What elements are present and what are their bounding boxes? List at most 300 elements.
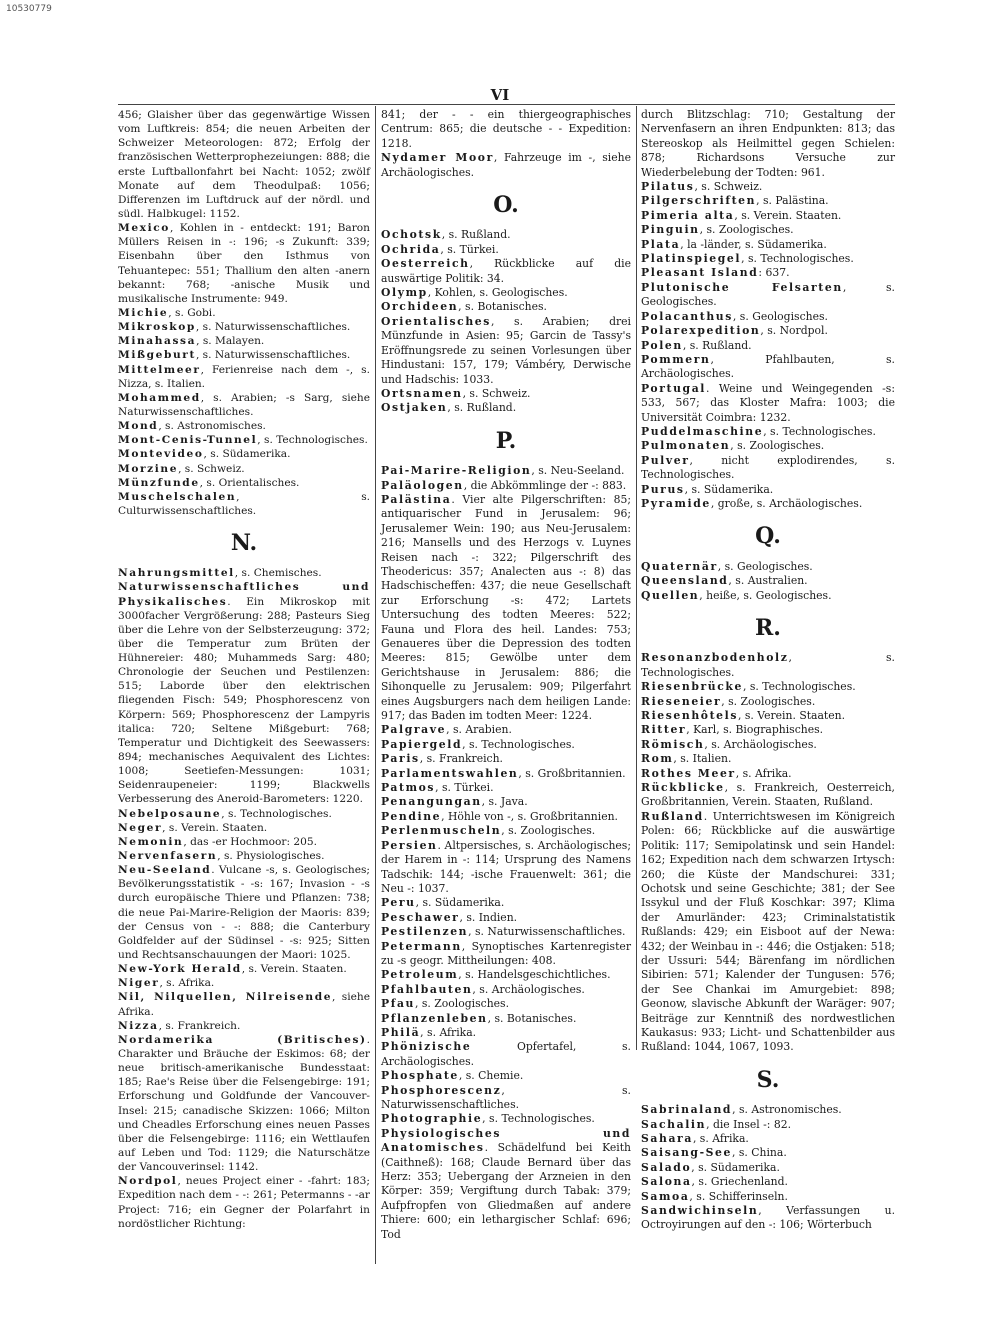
entry-text: , s. Naturwissenschaftliches. bbox=[381, 1083, 631, 1111]
index-entry bbox=[641, 310, 895, 324]
entry-text: . Charakter und Bräuche der Eskimos: 68; der neue britisch-amerikanische Bundesstaat: 185; Rae's Reise über die Felsengebirge: 191; Erforschung und Goldfunde der Vancouver-Insel: 215; canadische Skizzen: 1066; Milton und Cheadles Erforschung eines neuen Passes über die Felsengebirge: 1116; ein Wettlaufen auf Leben und Tod: 1129; die Naturschätze der Vancouverinsel: 1142. bbox=[118, 1033, 370, 1174]
entry-headword: Pilatus bbox=[641, 180, 695, 194]
entry-text: , s. Verein. Staaten. bbox=[241, 963, 347, 976]
index-entry bbox=[641, 483, 895, 497]
page-number: VI bbox=[490, 86, 510, 104]
section-letter-heading: R. bbox=[755, 615, 781, 641]
entry-text: , s. Naturwissenschaftliches. bbox=[468, 925, 626, 939]
index-entry bbox=[641, 589, 895, 603]
entry-headword: Papiergeld bbox=[381, 737, 463, 751]
entry-headword: Pyramide bbox=[641, 496, 711, 510]
index-entry bbox=[118, 419, 370, 433]
entry-headword: Salona bbox=[641, 1175, 692, 1189]
entry-text: , die Insel -: 82. bbox=[706, 1117, 792, 1131]
entry-headword: Salado bbox=[641, 1160, 692, 1174]
index-entry bbox=[381, 738, 631, 752]
index-entry bbox=[118, 1019, 370, 1033]
entry-text: , s. Technologisches. bbox=[641, 651, 895, 679]
entry-headword: Portugal bbox=[641, 381, 707, 395]
entry-text: , s. Frankreich, Oesterreich, Großbritannien, Verein. Staaten, Rußland. bbox=[641, 781, 895, 809]
entry-text: . Weine und Weingegenden -s: 533, 567; das Kloster Mafra: 1003; die Universität Coimbra: 1232. bbox=[641, 381, 895, 424]
entry-text: , s. Gobi. bbox=[168, 306, 216, 319]
entry-text: , s. Neu-Seeland. bbox=[531, 464, 625, 478]
index-entry bbox=[641, 752, 895, 766]
index-entry bbox=[381, 1112, 631, 1126]
entry-text: , s. Geologisches. bbox=[717, 559, 813, 573]
section-letter-heading: Q. bbox=[755, 523, 781, 550]
index-entry bbox=[118, 447, 370, 461]
entry-headword: Palgrave bbox=[381, 723, 447, 737]
index-column-1 bbox=[118, 108, 370, 1231]
index-entry bbox=[381, 387, 631, 401]
entry-headword: Quaternär bbox=[641, 559, 718, 573]
entry-headword: Nil, Nilquellen, Nilreisende bbox=[118, 991, 333, 1004]
index-entry bbox=[118, 476, 370, 490]
section-letter-heading: S. bbox=[756, 1066, 780, 1093]
index-entry bbox=[381, 810, 631, 824]
index-entry bbox=[118, 807, 370, 821]
entry-text: , s. Chemie. bbox=[458, 1069, 524, 1083]
index-entry bbox=[641, 281, 895, 310]
entry-text: , s. Frankreich. bbox=[419, 752, 503, 766]
entry-headword: Purus bbox=[641, 482, 685, 496]
entry-headword: Platinspiegel bbox=[641, 252, 742, 266]
entry-headword: Ochotsk bbox=[381, 228, 442, 242]
index-entry bbox=[381, 315, 631, 387]
entry-text: , s. Archäologisches. bbox=[704, 737, 817, 751]
index-entry bbox=[641, 266, 895, 280]
index-entry bbox=[641, 382, 895, 425]
section-letter-heading: N. bbox=[230, 530, 258, 557]
index-entry bbox=[641, 574, 895, 588]
entry-text: , s. Astronomisches. bbox=[732, 1103, 842, 1117]
header-rule bbox=[118, 104, 895, 105]
index-entry bbox=[381, 839, 631, 897]
entry-text: , s. Afrika. bbox=[692, 1132, 749, 1145]
entry-headword: Quellen bbox=[641, 588, 700, 602]
entry-headword: Ortsnamen bbox=[381, 386, 463, 400]
entry-text: , s. Verein. Staaten. bbox=[738, 709, 846, 723]
index-entry bbox=[381, 1026, 631, 1040]
entry-text: , s. Arabien; -s Sarg, siehe Naturwissenschaftliches. bbox=[118, 391, 370, 418]
entry-headword: Nahrungsmittel bbox=[118, 567, 235, 580]
entry-text: . Altpersisches, s. Archäologisches; der Harem in -: 114; Ursprung des Namens Tadschik: 144; -ische Frauenwelt: 361; die Neu -: 1037. bbox=[381, 838, 631, 895]
entry-text: : 637. bbox=[758, 266, 790, 280]
column-divider-1 bbox=[375, 106, 376, 1264]
entry-text: , s. Südamerika. bbox=[203, 448, 291, 461]
entry-headword: Phönizische bbox=[381, 1040, 472, 1054]
entry-headword: Photographie bbox=[381, 1112, 483, 1126]
index-entry bbox=[641, 209, 895, 223]
entry-text: , s. Zoologisches. bbox=[730, 439, 825, 453]
entry-headword: Pommern bbox=[641, 352, 711, 366]
index-entry bbox=[381, 983, 631, 997]
index-entry bbox=[641, 425, 895, 439]
entry-text: , s. Afrika. bbox=[159, 977, 215, 990]
entry-continuation: 841; der - - ein thiergeographisches Centrum: 865; die deutsche - - Expedition: 1218. bbox=[381, 108, 631, 150]
entry-headword: Phosphorescenz bbox=[381, 1083, 502, 1097]
entry-headword: Penangungan bbox=[381, 795, 482, 809]
section-letter-heading: O. bbox=[493, 192, 519, 219]
entry-text: . Schädelfund bei Keith (Caithneß): 168; Claude Bernard über das Herz: 353; Uebergang der Arzneien in den Körper: 359; Vergiftung durch Tabak: 379; Aufpfropfen von Gliedmaßen auf andere Thiere: 600; ein lethargischer Schlaf: 696; Tod bbox=[381, 1141, 631, 1241]
entry-text: , Kohlen in - entdeckt: 191; Baron Müllers Reisen in -: 196; -s Zukunft: 339; Eisenbahn über den Isthmus von Tehuantepec: 551; Thallium den alten -anern bekannt: 768; -anische Musik und musikalische Instrumente: 949. bbox=[118, 222, 370, 305]
index-entry bbox=[641, 339, 895, 353]
entry-text: , s. Schifferinseln. bbox=[689, 1189, 788, 1203]
entry-headword: Nebelposaune bbox=[118, 807, 222, 820]
index-entry bbox=[641, 1103, 895, 1117]
entry-headword: Pflanzenleben bbox=[381, 1011, 488, 1025]
index-entry bbox=[381, 997, 631, 1011]
entry-text: , Verfassungen u. Octroyirungen auf den -: 106; Wörterbuch bbox=[641, 1204, 895, 1232]
index-entry bbox=[381, 479, 631, 493]
entry-text: , s. Schweiz. bbox=[462, 386, 531, 400]
entry-text: , Fahrzeuge im -, siehe Archäologisches. bbox=[381, 151, 631, 179]
entry-headword: Sabrinaland bbox=[641, 1103, 733, 1117]
entry-text: , s. Rußland. bbox=[447, 401, 517, 415]
entry-text: , s. Handelsgeschichtliches. bbox=[458, 968, 611, 982]
entry-text: , s. Afrika. bbox=[420, 1025, 477, 1039]
entry-headword: Morzine bbox=[118, 462, 179, 475]
index-entry bbox=[641, 180, 895, 194]
entry-headword: Ostjaken bbox=[381, 401, 448, 415]
index-entry bbox=[118, 334, 370, 348]
entry-text: , s. Culturwissenschaftliches. bbox=[118, 490, 370, 517]
entry-headword: Samoa bbox=[641, 1189, 690, 1203]
entry-headword: Ritter bbox=[641, 723, 687, 737]
entry-headword: Plutonische Felsarten bbox=[641, 280, 843, 294]
entry-headword: Riesenbrücke bbox=[641, 680, 743, 694]
entry-text: , s. Technologisches. bbox=[257, 434, 368, 447]
index-entry bbox=[118, 433, 370, 447]
entry-headword: Resonanzbodenholz bbox=[641, 651, 789, 665]
entry-text: , große, s. Archäologisches. bbox=[710, 496, 863, 510]
index-entry bbox=[381, 911, 631, 925]
entry-text: , s. Java. bbox=[481, 795, 528, 809]
entry-text: , s. Arabien. bbox=[446, 723, 512, 737]
entry-headword: Parlamentswahlen bbox=[381, 766, 519, 780]
entry-headword: Mittelmeer bbox=[118, 363, 201, 376]
index-entry bbox=[118, 976, 370, 990]
index-entry bbox=[381, 795, 631, 809]
entry-text: , s. Botanisches. bbox=[487, 1011, 577, 1025]
entry-headword: Nervenfasern bbox=[118, 850, 218, 863]
index-entry bbox=[118, 391, 370, 419]
entry-text: , Ferienreise nach dem -, s. Nizza, s. Italien. bbox=[118, 363, 370, 390]
entry-continuation: durch Blitzschlag: 710; Gestaltung der Nervenfasern an ihren Endpunkten: 813; das Stereoskop als Heilmittel gegen Schielen: 878; Richardsons Versuche zur Wiederbelebung der Todten: 961. bbox=[641, 108, 895, 179]
entry-headword: Mond bbox=[118, 420, 159, 433]
entry-headword: Muschelschalen bbox=[118, 490, 237, 503]
entry-text: , s. Südamerika. bbox=[691, 1160, 780, 1174]
index-entry bbox=[118, 1174, 370, 1231]
index-entry bbox=[118, 849, 370, 863]
entry-text: , s. Türkei. bbox=[440, 242, 499, 256]
entry-text: , s. Afrika. bbox=[735, 766, 792, 780]
entry-headword: Pilgerschriften bbox=[641, 194, 757, 208]
entry-headword: Pfau bbox=[381, 997, 416, 1011]
index-entry bbox=[381, 493, 631, 724]
index-entry bbox=[641, 1175, 895, 1189]
index-entry bbox=[641, 353, 895, 382]
entry-headword: Mißgeburt bbox=[118, 349, 196, 362]
index-entry bbox=[641, 680, 895, 694]
entry-headword: Pinguin bbox=[641, 223, 700, 237]
entry-text: , s. Technologisches. bbox=[741, 252, 854, 266]
entry-headword: Mexico bbox=[118, 222, 170, 235]
entry-headword: Orientalisches bbox=[381, 314, 491, 328]
entry-headword: Rothes Meer bbox=[641, 766, 736, 780]
entry-headword: Riesenhôtels bbox=[641, 709, 739, 723]
entry-headword: Nizza bbox=[118, 1019, 159, 1032]
entry-text: , s. Geologisches. bbox=[641, 280, 895, 309]
index-entry bbox=[381, 464, 631, 478]
entry-headword: Sachalin bbox=[641, 1117, 707, 1131]
entry-headword: Neu-Seeland bbox=[118, 864, 212, 877]
entry-text: , nicht explodirendes, s. Technologisches. bbox=[641, 453, 895, 482]
entry-headword: Petermann bbox=[381, 939, 462, 953]
index-entry bbox=[641, 324, 895, 338]
entry-headword: Paläologen bbox=[381, 478, 464, 492]
entry-text: , s. China. bbox=[732, 1146, 787, 1160]
entry-text: , s. Geologisches. bbox=[732, 309, 828, 323]
entry-headword: Rückblicke bbox=[641, 781, 725, 795]
index-entry bbox=[641, 1132, 895, 1146]
entry-headword: Michie bbox=[118, 306, 169, 319]
entry-headword: Pleasant Island bbox=[641, 266, 759, 280]
index-entry bbox=[118, 490, 370, 518]
index-entry bbox=[641, 651, 895, 680]
entry-text: , s. Verein. Staaten. bbox=[734, 208, 842, 222]
entry-text: , s. Naturwissenschaftliches. bbox=[195, 321, 351, 334]
entry-text: , s. Verein. Staaten. bbox=[162, 821, 268, 834]
index-entry bbox=[641, 695, 895, 709]
index-entry bbox=[641, 252, 895, 266]
entry-text: , s. Indien. bbox=[459, 910, 518, 924]
entry-text: , s. Südamerika. bbox=[684, 482, 774, 496]
entry-headword: Perlenmuscheln bbox=[381, 824, 502, 838]
index-entry bbox=[381, 1012, 631, 1026]
entry-headword: Petroleum bbox=[381, 968, 459, 982]
index-entry bbox=[118, 990, 370, 1018]
entry-headword: Sandwichinseln bbox=[641, 1204, 759, 1218]
index-entry bbox=[381, 228, 631, 242]
index-entry bbox=[381, 257, 631, 286]
entry-headword: Peru bbox=[381, 896, 416, 910]
index-entry bbox=[381, 300, 631, 314]
entry-text: , s. Zoologisches. bbox=[721, 694, 816, 708]
index-entry bbox=[118, 363, 370, 391]
entry-headword: Polarexpedition bbox=[641, 324, 761, 338]
index-entry bbox=[641, 1146, 895, 1160]
entry-headword: Mikroskop bbox=[118, 321, 196, 334]
entry-headword: Persien bbox=[381, 838, 438, 852]
index-entry bbox=[381, 752, 631, 766]
entry-headword: Phosphate bbox=[381, 1069, 459, 1083]
entry-headword: Montevideo bbox=[118, 448, 204, 461]
entry-headword: Nordpol bbox=[118, 1175, 178, 1188]
index-entry bbox=[118, 320, 370, 334]
entry-text: , s. Naturwissenschaftliches. bbox=[195, 349, 351, 362]
index-entry bbox=[381, 243, 631, 257]
index-entry bbox=[641, 497, 895, 511]
entry-text: , s. Technologisches. bbox=[763, 424, 876, 438]
entry-text: , s. Nordpol. bbox=[760, 324, 828, 338]
entry-headword: Peschawer bbox=[381, 910, 460, 924]
entry-text: , s. Technologisches. bbox=[482, 1112, 595, 1126]
index-entry bbox=[118, 835, 370, 849]
entry-text: . Vulcane -s, s. Geologisches; Bevölkerungsstatistik - -s: 167; Invasion - -s durch europäische Thiere und Pflanzen: 738; die neue Pai-Marire-Religion der Maoris: 839; der Census von - -: 888; die Canterbury Goldfelder auf der Südinsel - -s: 925; Sitten und Rechtsanschauungen der Maori: 1025. bbox=[118, 864, 370, 962]
entry-text: , s. Botanisches. bbox=[458, 300, 547, 314]
entry-text: , Synoptisches Kartenregister zu -s geogr. Mittheilungen: 408. bbox=[381, 939, 631, 967]
entry-headword: Puddelmaschine bbox=[641, 424, 764, 438]
entry-headword: Plata bbox=[641, 237, 681, 251]
entry-text: , siehe Afrika. bbox=[118, 991, 370, 1018]
entry-text: , s. Schweiz. bbox=[694, 180, 763, 194]
entry-headword: Queensland bbox=[641, 574, 729, 588]
entry-headword: Rieseneier bbox=[641, 694, 722, 708]
entry-text: , neues Project einer - -fahrt: 183; Expedition nach dem - -: 261; Petermanns - -ar Project: 716; ein Gegner der Polarfahrt in nordöstlicher Richtung: bbox=[118, 1175, 370, 1230]
index-entry bbox=[381, 1127, 631, 1242]
index-entry bbox=[118, 306, 370, 320]
index-entry bbox=[641, 194, 895, 208]
entry-text: , das -er Hochmoor: 205. bbox=[183, 835, 318, 848]
entry-text: , Rückblicke auf die auswärtige Politik: 34. bbox=[381, 257, 631, 285]
entry-text: , s. Technologisches. bbox=[462, 737, 575, 751]
entry-headword: Pai-Marire-Religion bbox=[381, 464, 532, 478]
entry-text: , Pfahlbauten, s. Archäologisches. bbox=[641, 352, 895, 381]
section-letter-heading: P. bbox=[495, 427, 517, 454]
entry-text: , s. Arabien; drei Münzfunde in Asien: 95; Garcin de Tassy's Eröffnungsrede zu seinen Vorlesungen über Hindustani: 157, 179; Vámbéry, Derwische und Hadschis: 1033. bbox=[381, 314, 631, 386]
index-entry bbox=[118, 863, 370, 962]
entry-text: , s. Technologisches. bbox=[742, 680, 856, 694]
entry-text: , heiße, s. Geologisches. bbox=[699, 588, 832, 602]
index-entry bbox=[381, 1069, 631, 1083]
entry-text: , s. Chemisches. bbox=[234, 567, 322, 580]
entry-headword: Neger bbox=[118, 821, 163, 834]
index-entry bbox=[118, 580, 370, 806]
entry-headword: Mohammed bbox=[118, 391, 201, 404]
entry-text: , s. Orientalisches. bbox=[199, 476, 300, 489]
entry-headword: Pestilenzen bbox=[381, 925, 469, 939]
entry-headword: Palästina bbox=[381, 492, 452, 506]
index-entry bbox=[641, 767, 895, 781]
entry-text: . Vier alte Pilgerschriften: 85; antiquarischer Fund in Jerusalem: 96; Jerusalemer Wein: 190; aus Neu-Jerusalem: 216; Mansells und des Herzogs v. Luynes Reisen nach -: 322; Pilgerschrift des Theodericus: 357; Analecten aus -: 8) das Hadschischeffen: 437; die neue Gesellschaft zur Erforschung -s: 472; Lartets Untersuchung des todten Meeres: 522; Fauna und Flora des heil. Landes: 753; Genaueres über die Depression des todten Meeres: 815; Gewölbe unter dem Gerichtshause in Jerusalem: 886; die Sihonquelle zu Jerusalem: 909; Pilgerfahrt eines Augsburgers nach dem heiligen Lande: 917; das Baden im todten Meer: 1224. bbox=[381, 492, 631, 723]
index-entry bbox=[381, 925, 631, 939]
entry-headword: Nydamer Moor bbox=[381, 151, 494, 165]
index-entry bbox=[641, 238, 895, 252]
index-entry bbox=[118, 566, 370, 580]
entry-text: , s. Rußland. bbox=[441, 228, 511, 242]
index-entry bbox=[118, 821, 370, 835]
index-entry bbox=[381, 940, 631, 969]
entry-headword: Physiologisches und Anatomisches bbox=[381, 1126, 631, 1155]
entry-text: , Karl, s. Biographisches. bbox=[686, 723, 824, 737]
entry-text: , Kohlen, s. Geologisches. bbox=[427, 286, 568, 300]
entry-text: , s. Südamerika. bbox=[415, 896, 505, 910]
entry-headword: Nordamerika (Britisches) bbox=[118, 1033, 367, 1046]
index-entry bbox=[641, 723, 895, 737]
entry-text: , s. Technologisches. bbox=[221, 807, 332, 820]
entry-headword: Römisch bbox=[641, 737, 705, 751]
entry-text: , s. Malayen. bbox=[196, 335, 265, 348]
entry-text: , s. Italien. bbox=[673, 752, 732, 766]
entry-headword: Philä bbox=[381, 1025, 421, 1039]
entry-text: , s. Archäologisches. bbox=[472, 982, 585, 996]
index-entry bbox=[381, 1040, 631, 1069]
entry-text: , s. Physiologisches. bbox=[217, 850, 325, 863]
entry-text: , s. Frankreich. bbox=[158, 1019, 241, 1032]
index-entry bbox=[381, 781, 631, 795]
index-entry bbox=[641, 810, 895, 1055]
entry-text: , s. Zoologisches. bbox=[415, 997, 510, 1011]
entry-headword: Rom bbox=[641, 752, 674, 766]
index-entry bbox=[381, 723, 631, 737]
index-entry bbox=[641, 1204, 895, 1233]
index-entry bbox=[118, 221, 370, 306]
entry-text: . Unterrichtswesen im Königreich Polen: 66; Rückblicke auf die auswärtige Politik: 117; Semipolatinsk und sein Handel: 162; Expedition nach dem schwarzen Irtysch: 260; die Küste der Mandschurei: 331; Ochotsk und seine Geschichte; 381; der See Issykul und der Fluß Koschkar: 397; Klima der Amurländer: 423; Criminalstatistik Rußlands: 429; ein Eisboot auf der Newa: 432; der Weinbau in -: 446; die Ostjaken: 518; der Ussuri: 544; Bärenfang im nördlichen Sibirien: 571; Kalender der Tungusen: 576; der See Chankai im Amurgebiet: 898; Geonow, slavische Abkunft der Waräger: 907; Beiträge zur Kenntniß des nordwestlichen Kaukasus: 933; Licht- und Schattenbilder aus Rußland: 1044, 1067, 1093. bbox=[641, 809, 895, 1054]
entry-text: , s. Zoologisches. bbox=[501, 824, 596, 838]
entry-headword: Pulmonaten bbox=[641, 439, 731, 453]
entry-text: , s. Rußland. bbox=[682, 338, 752, 352]
entry-text: , die Abkömmlinge der -: 883. bbox=[463, 478, 627, 492]
index-entry bbox=[641, 560, 895, 574]
index-entry bbox=[118, 1033, 370, 1174]
column-divider-2 bbox=[636, 106, 637, 1050]
entry-text: , la -länder, s. Südamerika. bbox=[680, 237, 827, 251]
entry-headword: Pendine bbox=[381, 809, 442, 823]
entry-headword: Patmos bbox=[381, 781, 436, 795]
index-entry bbox=[118, 462, 370, 476]
entry-text: , s. Zoologisches. bbox=[699, 223, 794, 237]
index-column-2 bbox=[381, 108, 631, 1242]
entry-headword: Rußland bbox=[641, 809, 704, 823]
entry-headword: Polacanthus bbox=[641, 309, 733, 323]
entry-headword: Pimeria alta bbox=[641, 208, 735, 222]
entry-text: . Ein Mikroskop mit 3000facher Vergrößerung: 288; Pasteurs Sieg über die Lehre von der Selbsterzeugung: 372; über die Temperatur zum Brüten der Hühnereier: 480; Muhammeds Sarg: 480; Chronologie der Seuchen und Pestilenzen: 515; Laborde über den elektrischen fliegenden Fisch: 549; Phosphorescenz von Körpern: 569; Phosphorescenz der Lampyris italica: 720; Seltene Mißgeburt: 768; Temperatur und Dichtigkeit des Seewassers: 894; mechanisches Aequivalent des Lichtes: 1008; Seetiefen-Messungen: 1031; Seidenraupeneier: 1199; Blackwells Verbesserung des Aneroid-Barometers: 1220. bbox=[118, 595, 370, 806]
index-entry bbox=[641, 454, 895, 483]
index-entry bbox=[641, 439, 895, 453]
entry-text: , s. Schweiz. bbox=[178, 462, 245, 475]
entry-text: , s. Großbritannien. bbox=[518, 766, 626, 780]
index-entry bbox=[641, 738, 895, 752]
entry-text: , s. Astronomisches. bbox=[158, 420, 266, 433]
entry-headword: Oesterreich bbox=[381, 257, 470, 271]
entry-headword: Naturwissenschaftliches und Physikalisches bbox=[118, 581, 370, 608]
entry-headword: Minahassa bbox=[118, 335, 197, 348]
entry-headword: Niger bbox=[118, 977, 160, 990]
entry-headword: Polen bbox=[641, 338, 683, 352]
index-entry bbox=[641, 1161, 895, 1175]
entry-headword: Münzfunde bbox=[118, 476, 200, 489]
index-entry bbox=[641, 1190, 895, 1204]
entry-headword: Mont-Cenis-Tunnel bbox=[118, 434, 258, 447]
index-entry bbox=[381, 1084, 631, 1113]
index-entry bbox=[641, 709, 895, 723]
index-column-3 bbox=[641, 108, 895, 1233]
entry-text: , s. Türkei. bbox=[435, 781, 494, 795]
scan-id: 10530779 bbox=[6, 4, 52, 14]
index-entry bbox=[381, 968, 631, 982]
index-entry bbox=[381, 767, 631, 781]
entry-text: , s. Griechenland. bbox=[691, 1175, 788, 1189]
index-entry bbox=[381, 151, 631, 180]
index-entry bbox=[118, 348, 370, 362]
index-entry bbox=[641, 1118, 895, 1132]
index-entry bbox=[381, 896, 631, 910]
entry-headword: Nemonin bbox=[118, 835, 184, 848]
index-entry bbox=[381, 401, 631, 415]
index-entry bbox=[381, 824, 631, 838]
entry-headword: Paris bbox=[381, 752, 420, 766]
